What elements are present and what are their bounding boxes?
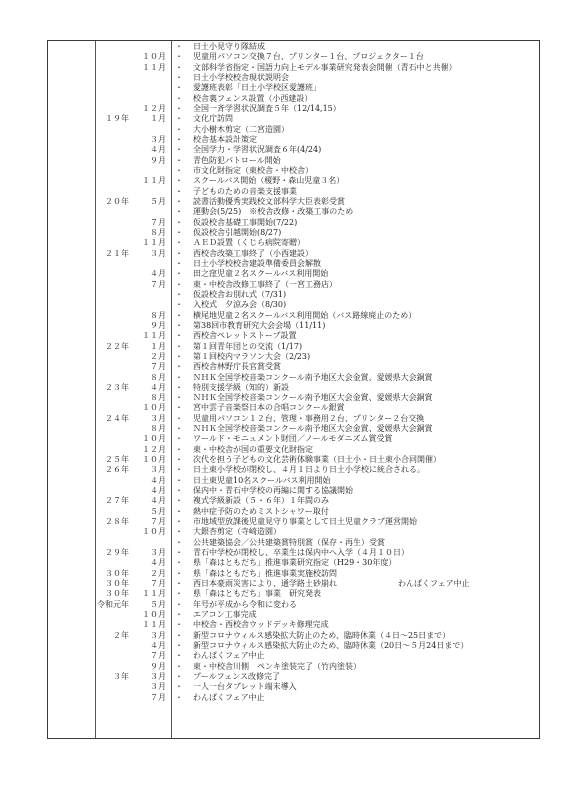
chronology-row (48, 403, 539, 413)
bullet: ・ (175, 506, 183, 516)
event-text: 熱中症予防のためミストシャワー取付 (193, 506, 329, 516)
event-text: 市地域型放課後児童見守り事業として日土児童クラブ運営開始 (193, 517, 417, 527)
chronology-row (48, 589, 539, 599)
chronology-row (48, 496, 539, 506)
year-label: ３０年 (105, 568, 129, 578)
chronology-row (48, 672, 539, 682)
chronology-row (48, 311, 539, 321)
month-label: ５月 (150, 506, 166, 516)
month-label: ２月 (150, 568, 166, 578)
event-text: 青色防犯パトロール開始 (193, 155, 281, 165)
event-text: 全国一斉学習状況調査５年（12/14,15） (193, 103, 341, 113)
chronology-row (48, 631, 539, 641)
month-label: １０月 (142, 403, 166, 413)
chronology-row (48, 207, 539, 217)
chronology-row (48, 238, 539, 248)
year-label: ２年 (113, 630, 129, 640)
month-label: ４月 (150, 558, 166, 568)
bullet: ・ (175, 362, 183, 372)
event-text: 西校舎林野庁長官賞受賞 (193, 362, 281, 372)
chronology-row (48, 331, 539, 341)
month-label: ７月 (150, 362, 166, 372)
bullet: ・ (175, 310, 183, 320)
month-label: １０月 (142, 455, 166, 465)
event-text: 西日本豪雨災害により、通学路土砂崩れ (193, 579, 337, 589)
year-label: 令和元年 (97, 599, 129, 609)
year-label: ２１年 (105, 248, 129, 258)
event-text: 子どものための音楽支援事業 (193, 186, 297, 196)
event-text: ＮＨＫ全国学校音楽コンクール南予地区大会金賞、愛媛県大会銅賞 (193, 393, 433, 403)
chronology-row (48, 342, 539, 352)
chronology-row (48, 362, 539, 372)
year-label: １９年 (105, 114, 129, 124)
bullet: ・ (175, 238, 183, 248)
event-text: 全国学力・学習状況調査６年(4/24) (193, 145, 322, 155)
bullet: ・ (175, 496, 183, 506)
bullet: ・ (175, 279, 183, 289)
chronology-row (48, 527, 539, 537)
event-text: 新型コロナウィルス感染拡大防止のため、臨時休業（20日～５月24日まで） (193, 641, 469, 651)
event-text: 田之窪児童２名スクールバス利用開始 (193, 269, 329, 279)
event-text: エアコン工事完成 (193, 610, 257, 620)
bullet: ・ (175, 155, 183, 165)
event-text: 日土東児童10名スクールバス利用開始 (193, 475, 331, 485)
bullet: ・ (175, 475, 183, 485)
month-label: ３月 (150, 134, 166, 144)
chronology-row (48, 104, 539, 114)
bullet: ・ (175, 72, 183, 82)
event-text: ＡＥＤ設置（くじら病院寄贈） (193, 238, 305, 248)
bullet: ・ (175, 403, 183, 413)
chronology-row (48, 579, 539, 589)
chronology-row (48, 269, 539, 279)
chronology-row (48, 693, 539, 703)
event-text: わんぱくフェア中止 (193, 651, 265, 661)
month-label: １２月 (142, 103, 166, 113)
event-text: 東・中校舎改修工事終了（一宮工務店） (193, 279, 337, 289)
chronology-row (48, 218, 539, 228)
chronology-row (48, 651, 539, 661)
month-label: ８月 (150, 424, 166, 434)
event-text: 東・中校舎が国の重要文化財指定 (193, 444, 313, 454)
month-label: ９月 (150, 661, 166, 671)
chronology-row (48, 548, 539, 558)
event-text: 大小樹木剪定（二宮造園） (193, 124, 289, 134)
bullet: ・ (175, 372, 183, 382)
event-text: 市文化財指定（東校舎・中校舎） (193, 165, 313, 175)
event-text: 県「森はともだち」推進事業研究指定（H29・30年度） (193, 558, 397, 568)
bullet: ・ (175, 413, 183, 423)
month-label: ３月 (150, 682, 166, 692)
event-text: 児童用パソコン１２台、管理・事務用２台、プリンター２台交換 (193, 413, 425, 423)
bullet: ・ (175, 93, 183, 103)
bullet: ・ (175, 52, 183, 62)
event-text: 校舎基本設計策定 (193, 134, 257, 144)
bullet: ・ (175, 589, 183, 599)
bullet: ・ (175, 300, 183, 310)
bullet: ・ (175, 568, 183, 578)
bullet: ・ (175, 393, 183, 403)
chronology-row (48, 94, 539, 104)
event-text: 日土小見守り隊結成 (193, 42, 265, 51)
bullet: ・ (175, 630, 183, 640)
chronology-row (48, 166, 539, 176)
year-label: ２７年 (105, 496, 129, 506)
chronology-row (48, 414, 539, 424)
year-label: ２８年 (105, 517, 129, 527)
month-label: １１月 (142, 620, 166, 630)
month-label: ８月 (150, 227, 166, 237)
bullet: ・ (175, 134, 183, 144)
event-text: 読書活動優秀実践校文部科学大臣表彰受賞 (193, 196, 345, 206)
chronology-row (48, 321, 539, 331)
bullet: ・ (175, 207, 183, 217)
month-label: ３月 (150, 672, 166, 682)
chronology-row (48, 569, 539, 579)
bullet: ・ (175, 351, 183, 361)
year-label: ２６年 (105, 465, 129, 475)
month-label: ５月 (150, 599, 166, 609)
event-text: 県「森はともだち」推進事業実施校訪問 (193, 568, 337, 578)
event-text: 大銀杏剪定（寺崎造園） (193, 527, 281, 537)
bullet: ・ (175, 258, 183, 268)
month-label: ２月 (150, 351, 166, 361)
month-label: ３月 (150, 413, 166, 423)
bullet: ・ (175, 176, 183, 186)
event-text: 第１回校内マラソン大会（2/23) (193, 351, 311, 361)
month-label: １月 (150, 341, 166, 351)
bullet: ・ (175, 455, 183, 465)
chronology-row (48, 125, 539, 135)
chronology-row (48, 641, 539, 651)
bullet: ・ (175, 579, 183, 589)
month-label: ８月 (150, 393, 166, 403)
month-label: ３月 (150, 248, 166, 258)
month-label: ４月 (150, 382, 166, 392)
month-label: ３月 (150, 465, 166, 475)
month-label: １月 (150, 114, 166, 124)
event-text: 青石中学校が閉校し、卒業生は保内中へ入学（４月１０日） (193, 548, 409, 558)
bullet: ・ (175, 341, 183, 351)
event-text: 公共建築協会／公共建築賞特別賞（保存・再生）受賞 (193, 537, 385, 547)
bullet: ・ (175, 434, 183, 444)
chronology-row (48, 424, 539, 434)
event-text: 日土東小学校が閉校し、４月１日より日土小学校に統合される。 (193, 465, 425, 475)
event-text: 仮設校舎引越開始(8/27) (193, 227, 282, 237)
month-label: １１月 (142, 62, 166, 72)
chronology-row (48, 486, 539, 496)
chronology-row (48, 682, 539, 692)
event-text: 県「森はともだち」事業 研究発表 (193, 589, 321, 599)
month-label: １０月 (142, 527, 166, 537)
bullet: ・ (175, 320, 183, 330)
chronology-row (48, 662, 539, 672)
year-label: ３年 (113, 672, 129, 682)
chronology-row (48, 187, 539, 197)
bullet: ・ (175, 186, 183, 196)
event-text: ＮＨＫ全国学校音楽コンクール南予地区大会金賞、愛媛県大会銅賞 (193, 424, 433, 434)
chronology-row (48, 465, 539, 475)
bullet: ・ (175, 548, 183, 558)
bullet: ・ (175, 62, 183, 72)
month-label: ４月 (150, 641, 166, 651)
event-text: 運動会(5/25) ※校舎改修・改築工事のため (193, 207, 354, 217)
chronology-row (48, 610, 539, 620)
chronology-row (48, 445, 539, 455)
year-label: ２２年 (105, 341, 129, 351)
bullet: ・ (175, 558, 183, 568)
event-text: 中校舎・西校舎ウッドデッキ修理完成 (193, 620, 329, 630)
event-text: 校舎裏フェンス設置（小西建設） (193, 93, 313, 103)
month-label: １１月 (142, 589, 166, 599)
chronology-row (48, 197, 539, 207)
chronology-row (48, 145, 539, 155)
bullet: ・ (175, 444, 183, 454)
bullet: ・ (175, 610, 183, 620)
year-label: ２９年 (105, 548, 129, 558)
chronology-row (48, 249, 539, 259)
chronology-row (48, 383, 539, 393)
year-label: ２０年 (105, 196, 129, 206)
month-label: １１月 (142, 331, 166, 341)
month-label: ７月 (150, 279, 166, 289)
chronology-rows (48, 42, 539, 703)
bullet: ・ (175, 196, 183, 206)
bullet: ・ (175, 465, 183, 475)
month-label: ４月 (150, 496, 166, 506)
chronology-row (48, 156, 539, 166)
bullet: ・ (175, 537, 183, 547)
chronology-table (47, 40, 540, 739)
month-label: ７月 (150, 692, 166, 702)
bullet: ・ (175, 145, 183, 155)
event-text: 保内中・青石中学校の再編に関する協議開始 (193, 486, 353, 496)
bullet: ・ (175, 331, 183, 341)
bullet: ・ (175, 599, 183, 609)
month-label: １０月 (142, 610, 166, 620)
bullet: ・ (175, 641, 183, 651)
event-text: ＮＨＫ全国学校音楽コンクール南予地区大会金賞、愛媛県大会銅賞 (193, 372, 433, 382)
month-label: ４月 (150, 145, 166, 155)
bullet: ・ (175, 124, 183, 134)
event-text: 複式学級新設（５・６年）１年間のみ (193, 496, 329, 506)
month-label: ８月 (150, 310, 166, 320)
month-label: ４月 (150, 475, 166, 485)
chronology-row (48, 42, 539, 52)
chronology-row (48, 434, 539, 444)
chronology-row (48, 176, 539, 186)
event-text: 日土小学校校舎建設準備委員会解散 (193, 258, 321, 268)
bullet: ・ (175, 486, 183, 496)
event-text: 一人一台タブレット端末導入 (193, 682, 297, 692)
bullet: ・ (175, 103, 183, 113)
chronology-row (48, 52, 539, 62)
event-text: 入校式 夕涼み会（8/30) (193, 300, 287, 310)
chronology-row (48, 83, 539, 93)
year-label: ２４年 (105, 413, 129, 423)
event-text: 仮設校舎基礎工事開始(7/22) (193, 217, 298, 227)
month-label: ３月 (150, 630, 166, 640)
month-label: １２月 (142, 444, 166, 454)
chronology-row (48, 135, 539, 145)
chronology-row (48, 228, 539, 238)
event-text: 第38回市教育研究大会会場（11/11) (193, 320, 326, 330)
event-text: わんぱくフェア中止 (193, 692, 265, 702)
bullet: ・ (175, 661, 183, 671)
bullet: ・ (175, 248, 183, 258)
chronology-row (48, 517, 539, 527)
bullet: ・ (175, 651, 183, 661)
event-text: 年号が平成から令和に変わる (193, 599, 297, 609)
event-text: 第１回青年団との交流（1/17) (193, 341, 303, 351)
bullet: ・ (175, 42, 183, 51)
event-text: 西校舎改築工事終了（小西建設） (193, 248, 313, 258)
event-text: 横尾地児童２名スクールバス利用開始（バス路線廃止のため） (193, 310, 417, 320)
event-text: 愛護班表彰「日土小学校区愛護班」 (193, 83, 321, 93)
bullet: ・ (175, 165, 183, 175)
month-label: ５月 (150, 196, 166, 206)
bullet: ・ (175, 227, 183, 237)
event-text: 東・中校舎川側 ペンキ塗装完了（竹内塗装） (193, 661, 361, 671)
month-label: ７月 (150, 217, 166, 227)
month-label: ７月 (150, 651, 166, 661)
event-text: 仮設校舎お別れ式（7/31) (193, 289, 287, 299)
month-label: １０月 (142, 434, 166, 444)
bullet: ・ (175, 289, 183, 299)
bullet: ・ (175, 217, 183, 227)
event-text: 特別支援学級（知的）新設 (193, 382, 289, 392)
chronology-row (48, 352, 539, 362)
chronology-row (48, 73, 539, 83)
bullet: ・ (175, 692, 183, 702)
month-label: １１月 (142, 238, 166, 248)
bullet: ・ (175, 424, 183, 434)
chronology-row (48, 290, 539, 300)
month-label: ８月 (150, 372, 166, 382)
chronology-row (48, 373, 539, 383)
bullet: ・ (175, 382, 183, 392)
chronology-row (48, 280, 539, 290)
event-text: 日土小学校校舎現状説明会 (193, 72, 289, 82)
bullet: ・ (175, 517, 183, 527)
chronology-row (48, 259, 539, 269)
bullet: ・ (175, 620, 183, 630)
bullet: ・ (175, 269, 183, 279)
month-label: ９月 (150, 155, 166, 165)
chronology-row (48, 455, 539, 465)
chronology-row (48, 620, 539, 630)
year-label: ２３年 (105, 382, 129, 392)
event-text: 文化庁訪問 (193, 114, 233, 124)
year-label: ２５年 (105, 455, 129, 465)
month-label: ４月 (150, 269, 166, 279)
month-label: １０月 (142, 52, 166, 62)
month-label: ９月 (150, 320, 166, 330)
month-label: ７月 (150, 517, 166, 527)
month-label: ７月 (150, 579, 166, 589)
chronology-row (48, 507, 539, 517)
bullet: ・ (175, 527, 183, 537)
chronology-row (48, 114, 539, 124)
bullet: ・ (175, 672, 183, 682)
event-text: 西校舎ペレットストーブ設置 (193, 331, 297, 341)
event-text-secondary: わんぱくフェア中止 (398, 579, 470, 589)
event-text: スクールバス開始（榎野・森山児童３名） (193, 176, 345, 186)
chronology-row (48, 538, 539, 548)
bullet: ・ (175, 114, 183, 124)
year-label: ３０年 (105, 579, 129, 589)
chronology-row (48, 300, 539, 310)
event-text: ワールド・モニュメント財団／ノールモダニズム賞受賞 (193, 434, 393, 444)
month-label: １１月 (142, 176, 166, 186)
chronology-row (48, 558, 539, 568)
event-text: 文部科学省指定・国語力向上モデル事業研究発表会開催（青石中と共催） (193, 62, 457, 72)
event-text: プールフェンス改修完了 (193, 672, 280, 682)
event-text: 児童用パソコン交換７台、プリンター１台、プロジェクター１台 (193, 52, 424, 62)
bullet: ・ (175, 83, 183, 93)
event-text: 次代を担う子どもの文化芸術体験事業（日土小・日土東小合同開催） (193, 455, 441, 465)
chronology-row (48, 63, 539, 73)
month-label: ３月 (150, 548, 166, 558)
month-label: ４月 (150, 486, 166, 496)
chronology-row (48, 393, 539, 403)
year-label: ３０年 (105, 589, 129, 599)
event-text: 宮中雲子音楽祭日本の合唱コンクール銀賞 (193, 403, 345, 413)
event-text: 新型コロナウィルス感染拡大防止のため、臨時休業（４日～25日まで） (193, 630, 451, 640)
bullet: ・ (175, 682, 183, 692)
chronology-row (48, 476, 539, 486)
chronology-row (48, 600, 539, 610)
